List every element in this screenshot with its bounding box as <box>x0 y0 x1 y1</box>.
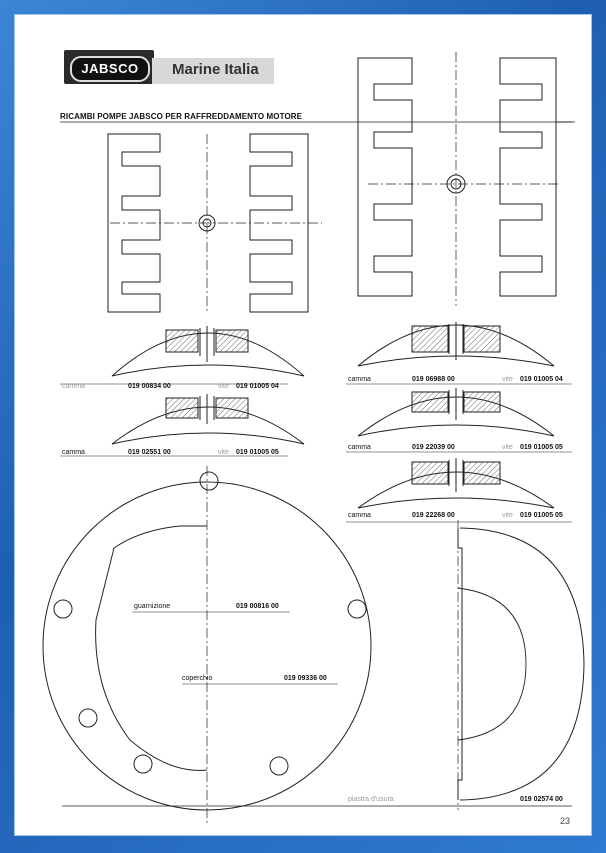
part-5-screw-code: 019 01005 05 <box>520 512 563 519</box>
brand-title: Marine Italia <box>172 61 259 78</box>
part-3-name: camma <box>348 376 371 383</box>
cover-name: coperchio <box>182 675 213 682</box>
part-5-screw-label: vite <box>502 512 513 519</box>
part-5-name: camma <box>348 512 371 519</box>
part-1-screw-code: 019 01005 04 <box>236 383 279 390</box>
cam-1-drawing <box>112 326 304 376</box>
cam-3-drawing <box>358 322 554 366</box>
part-4-screw-label: vite <box>502 444 513 451</box>
part-2-screw-label: vite <box>218 449 229 456</box>
wear-plate-code: 019 02574 00 <box>520 796 563 803</box>
impeller-left-drawing <box>108 134 322 312</box>
part-2-screw-code: 019 01005 05 <box>236 449 279 456</box>
page-number: 23 <box>560 816 571 826</box>
gasket-name: guarnizione <box>134 603 171 610</box>
part-1-code: 019 00834 00 <box>128 383 171 390</box>
cam-4-drawing <box>358 388 554 436</box>
part-4-name: camma <box>348 444 371 451</box>
cam-2-drawing <box>112 394 304 444</box>
part-2-code: 019 02551 00 <box>128 449 171 456</box>
cover-code: 019 09336 00 <box>284 675 327 682</box>
part-3-screw-code: 019 01005 04 <box>520 376 563 383</box>
part-4-screw-code: 019 01005 05 <box>520 444 563 451</box>
part-5-code: 019 22268 00 <box>412 512 455 519</box>
part-3-code: 019 06988 00 <box>412 376 455 383</box>
wear-plate-drawing <box>458 520 584 810</box>
jabsco-logo-text: JABSCO <box>70 56 150 82</box>
impeller-right-drawing <box>358 52 572 306</box>
cover-gasket-drawing <box>43 466 371 826</box>
wear-plate-name: piastra d'usura <box>348 796 394 803</box>
part-1-screw-label: vite <box>218 383 229 390</box>
gasket-code: 019 00816 00 <box>236 603 279 610</box>
part-3-screw-label: vite <box>502 376 513 383</box>
cam-5-drawing <box>358 458 554 508</box>
section-title: RICAMBI POMPE JABSCO PER RAFFREDDAMENTO MOTORE <box>60 112 303 121</box>
part-1-name: camma <box>62 383 85 390</box>
part-2-name: camma <box>62 449 85 456</box>
part-4-code: 019 22039 00 <box>412 444 455 451</box>
